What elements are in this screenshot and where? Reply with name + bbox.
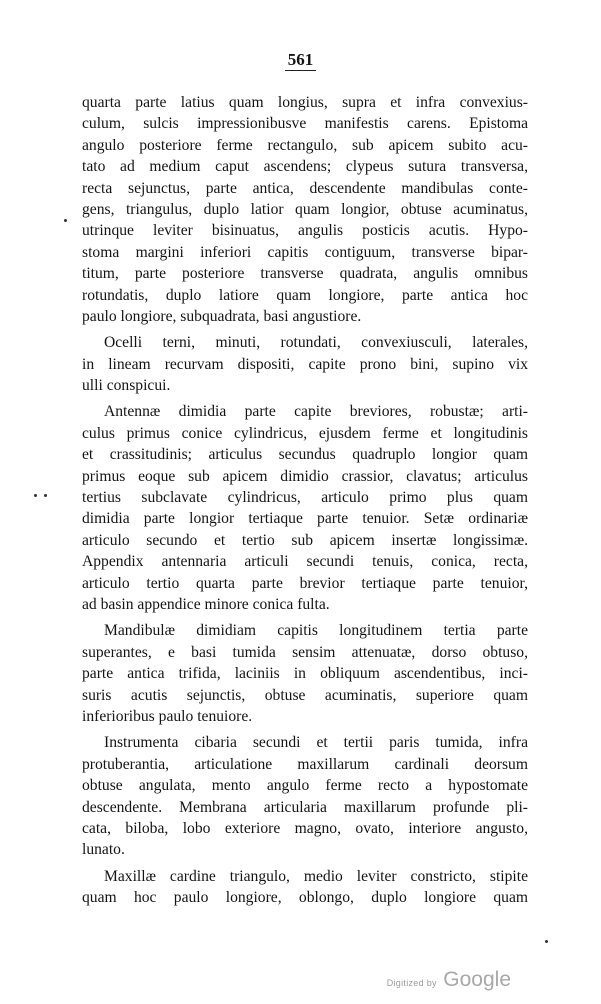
text-line: quarta parte latius quam longius, supra et infra convexius- <box>82 94 528 111</box>
text-line: titum, parte posteriore transverse quadrata, angulis omnibus <box>82 265 528 283</box>
digitized-by-google-watermark <box>387 968 511 992</box>
text-line: stoma margini inferiori capitis contiguum, transverse bipar- <box>82 243 528 261</box>
scan-speck <box>64 219 67 222</box>
text-line: recta sejunctus, parte antica, descendente mandibulas conte- <box>82 179 528 197</box>
paragraph <box>82 92 528 327</box>
scan-speck <box>44 494 47 497</box>
body-text <box>82 92 528 913</box>
paragraph <box>82 866 528 909</box>
text-line: in lineam recurvam dispositi, capite prono bini, supino vix <box>82 355 528 373</box>
text-line: obtuse angulata, mento angulo ferme recto a hypostomate <box>82 777 528 795</box>
text-line: parte antica trifida, laciniis in obliquum ascendentibus, inci- <box>82 665 528 683</box>
text-line: Antennæ dimidia parte capite breviores, robustæ; arti- <box>104 403 528 421</box>
text-line: primus eoque sub apicem dimidio crassior, clavatus; articulus <box>82 467 528 485</box>
text-line: suris acutis sejunctis, obtuse acuminatis, superiore quam <box>82 686 528 704</box>
text-line: angulo posteriore ferme rectangulo, sub apicem subito acu- <box>82 136 528 154</box>
text-line: articulo secundo et tertio sub apicem insertæ longissimæ. <box>82 531 528 549</box>
page-number: 561 <box>0 50 601 70</box>
text-line: gens, triangulus, duplo latior quam longior, obtuse acuminatus, <box>82 200 528 218</box>
paragraph <box>82 620 528 727</box>
text-line: superantes, e basi tumida sensim attenuatæ, dorso obtuso, <box>82 643 528 661</box>
text-line: rotundatis, duplo latiore quam longiore, parte antica hoc <box>82 286 528 304</box>
text-line: Ocelli terni, minuti, rotundati, convexiusculi, laterales, <box>104 334 528 352</box>
text-line: tato ad medium caput ascendens; clypeus sutura transversa, <box>82 158 528 176</box>
text-line: utrinque leviter bisinuatus, angulis posticis acutis. Hypo- <box>82 222 528 240</box>
paragraph <box>82 732 528 860</box>
text-line: paulo longiore, subquadrata, basi angustiore. <box>82 307 362 325</box>
text-line: articulo tertio quarta parte brevior tertiaque parte tenuior, <box>82 574 528 592</box>
google-logo: Google <box>443 968 511 991</box>
text-line: dimidia parte longior tertiaque parte tenuior. Setæ ordinariæ <box>82 510 528 528</box>
text-line: tertius subclavate cylindricus, articulo primo plus quam <box>82 489 528 507</box>
text-line: Maxillæ cardine triangulo, medio leviter constricto, stipite <box>104 867 528 885</box>
digitized-by-label: Digitized by <box>386 978 437 988</box>
text-line: inferioribus paulo tenuiore. <box>82 707 253 725</box>
paragraph <box>82 401 528 615</box>
text-line: descendente. Membrana articularia maxillarum profunde pli- <box>82 798 528 816</box>
text-line: Mandibulæ dimidiam capitis longitudinem tertia parte <box>104 622 528 640</box>
text-line: quam hoc paulo longiore, oblongo, duplo longiore quam <box>82 889 528 907</box>
text-line: ulli conspicui. <box>82 377 171 395</box>
text-line: et crassitudinis; articulus secundus quadruplo longior quam <box>82 446 528 464</box>
text-line: Appendix antennaria articuli secundi tenuis, conica, recta, <box>82 553 528 571</box>
paragraph <box>82 332 528 396</box>
text-line: protuberantia, articulatione maxillarum cardinali deorsum <box>82 755 528 773</box>
scan-speck <box>34 494 37 497</box>
text-line: culum, sulcis impressionibusve manifestis carens. Epistoma <box>82 115 528 133</box>
text-line: lunato. <box>82 841 125 859</box>
text-line: ad basin appendice minore conica fulta. <box>82 595 330 613</box>
scan-speck <box>545 940 548 943</box>
text-line: culus primus conice cylindricus, ejusdem ferme et longitudinis <box>82 424 528 442</box>
text-line: Instrumenta cibaria secundi et tertii paris tumida, infra <box>104 734 528 752</box>
text-line: cata, biloba, lobo exteriore magno, ovato, interiore angusto, <box>82 819 528 837</box>
